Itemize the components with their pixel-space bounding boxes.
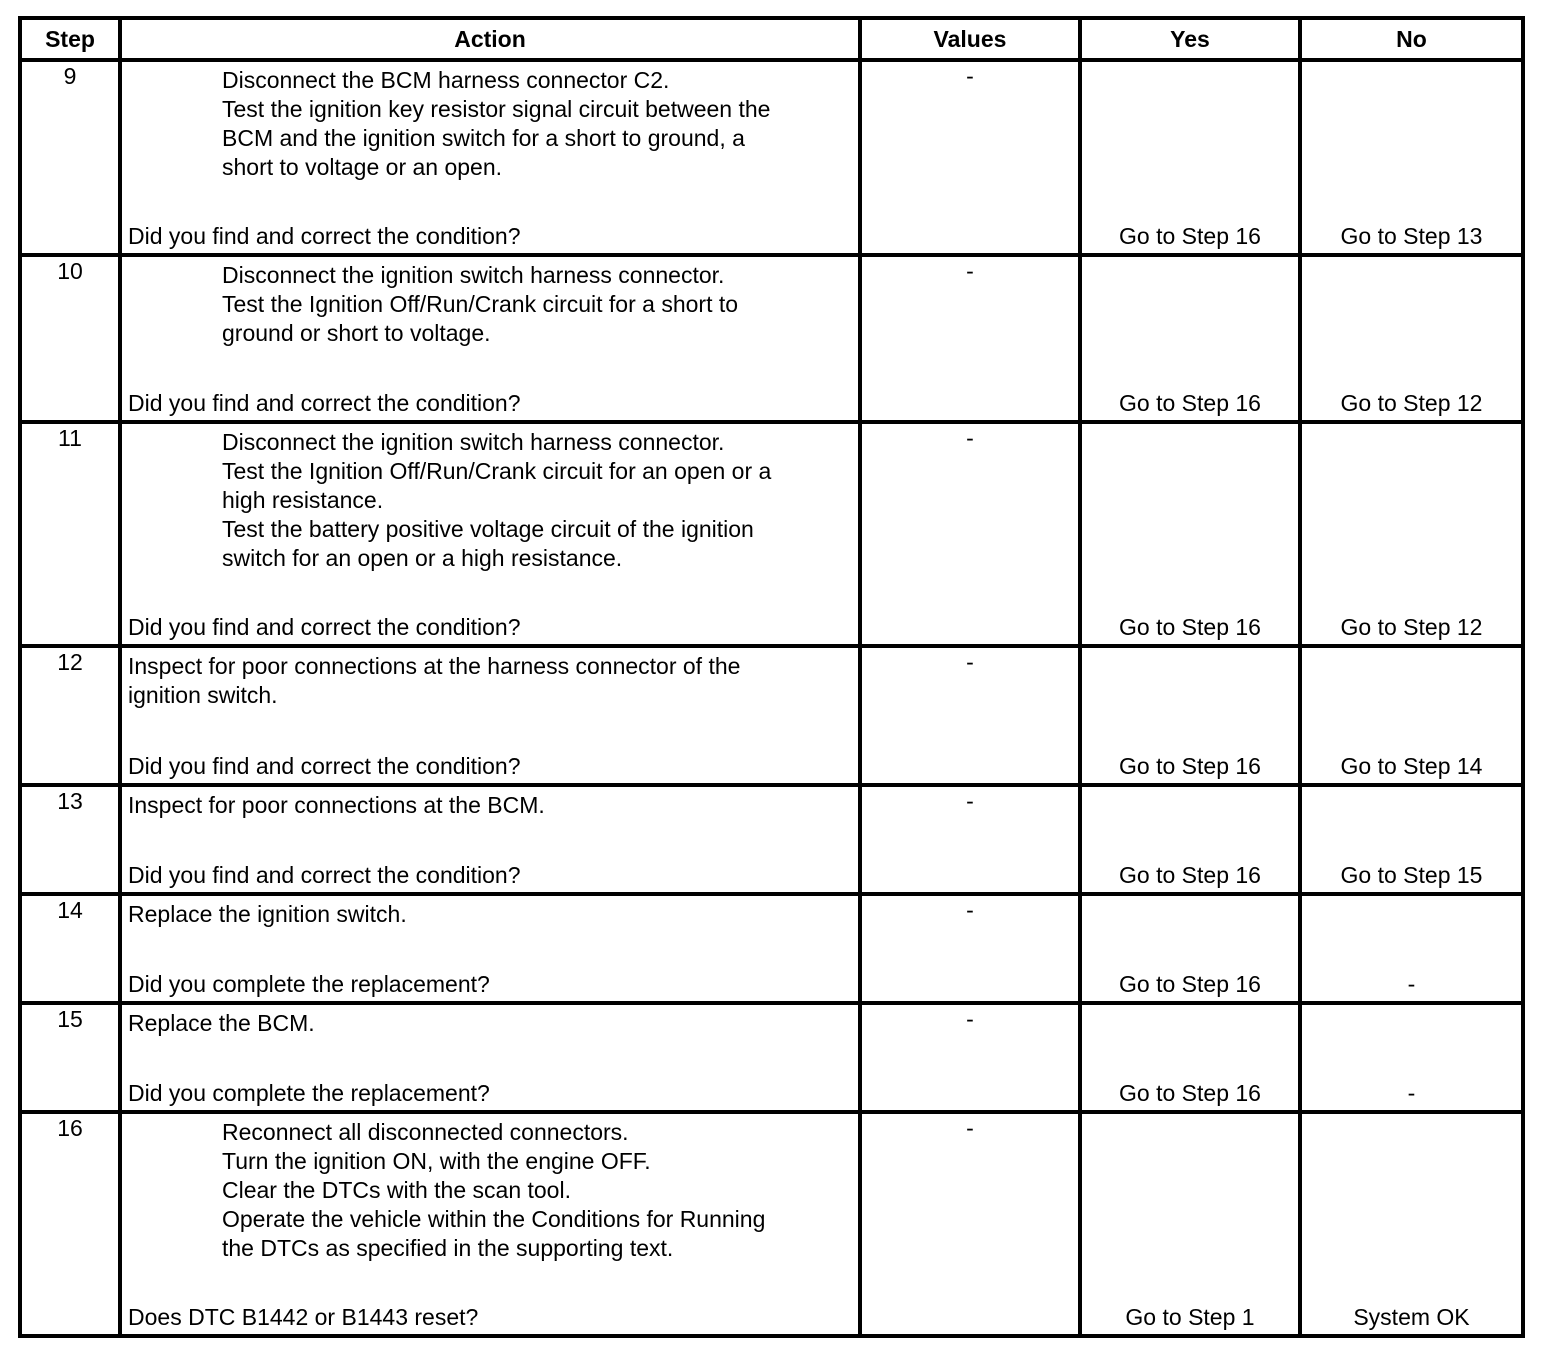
- yes-cell: [1080, 255, 1300, 422]
- no-answer: Go to Step 12: [1340, 390, 1483, 416]
- no-cell: [1300, 255, 1523, 422]
- action-line: ignition switch.: [128, 682, 278, 708]
- action-line: Test the Ignition Off/Run/Crank circuit for an open or a: [222, 458, 772, 484]
- action-question: Did you find and correct the condition?: [128, 753, 521, 779]
- step-number: 15: [20, 1003, 120, 1112]
- values-cell: -: [860, 894, 1080, 1003]
- action-instructions: [122, 424, 858, 573]
- yes-cell: [1080, 1112, 1300, 1336]
- action-instructions: [122, 257, 858, 348]
- yes-cell: [1080, 60, 1300, 255]
- table-row: [20, 646, 1523, 785]
- step-number: 12: [20, 646, 120, 785]
- action-line: Test the battery positive voltage circuit of the ignition: [222, 516, 754, 542]
- no-cell: [1300, 1112, 1523, 1336]
- action-cell: [120, 894, 860, 1003]
- action-line: high resistance.: [222, 487, 384, 513]
- action-line: Replace the BCM.: [128, 1010, 315, 1036]
- no-answer: Go to Step 13: [1340, 223, 1483, 249]
- table-row: [20, 785, 1523, 894]
- no-answer: Go to Step 12: [1340, 614, 1483, 640]
- header-no: No: [1300, 18, 1523, 60]
- action-cell: [120, 1112, 860, 1336]
- values-cell: -: [860, 1112, 1080, 1336]
- values-cell: -: [860, 785, 1080, 894]
- table-row: [20, 894, 1523, 1003]
- header-action: Action: [120, 18, 860, 60]
- yes-answer: Go to Step 16: [1119, 390, 1261, 416]
- step-number: 9: [20, 60, 120, 255]
- no-answer: System OK: [1353, 1304, 1470, 1330]
- action-line: Clear the DTCs with the scan tool.: [222, 1177, 571, 1203]
- yes-answer: Go to Step 16: [1119, 862, 1261, 888]
- diagnostic-table: [18, 16, 1525, 1338]
- yes-answer: Go to Step 16: [1119, 1080, 1261, 1106]
- action-cell: [120, 646, 860, 785]
- action-cell: [120, 785, 860, 894]
- action-cell: [120, 1003, 860, 1112]
- no-answer: -: [1407, 1080, 1416, 1106]
- action-question: Did you complete the replacement?: [128, 971, 490, 997]
- action-line: Test the ignition key resistor signal circuit between the: [222, 96, 771, 122]
- values-cell: -: [860, 422, 1080, 646]
- table-row: [20, 255, 1523, 422]
- action-line: BCM and the ignition switch for a short to ground, a: [222, 125, 745, 151]
- yes-cell: [1080, 422, 1300, 646]
- yes-cell: [1080, 894, 1300, 1003]
- yes-answer: Go to Step 16: [1119, 971, 1261, 997]
- no-cell: [1300, 646, 1523, 785]
- table-row: [20, 1003, 1523, 1112]
- header-yes: Yes: [1080, 18, 1300, 60]
- action-line: Disconnect the ignition switch harness connector.: [222, 262, 725, 288]
- yes-cell: [1080, 646, 1300, 785]
- action-question: Did you find and correct the condition?: [128, 614, 521, 640]
- step-number: 14: [20, 894, 120, 1003]
- action-instructions: [122, 896, 858, 929]
- action-question: Did you find and correct the condition?: [128, 390, 521, 416]
- action-question: Did you complete the replacement?: [128, 1080, 490, 1106]
- header-row: [20, 18, 1523, 60]
- action-question: Does DTC B1442 or B1443 reset?: [128, 1304, 479, 1330]
- action-cell: [120, 255, 860, 422]
- step-number: 11: [20, 422, 120, 646]
- values-cell: -: [860, 60, 1080, 255]
- header-values: Values: [860, 18, 1080, 60]
- action-cell: [120, 422, 860, 646]
- action-line: Disconnect the ignition switch harness connector.: [222, 429, 725, 455]
- yes-answer: Go to Step 16: [1119, 223, 1261, 249]
- no-answer: Go to Step 15: [1340, 862, 1483, 888]
- no-cell: [1300, 785, 1523, 894]
- yes-answer: Go to Step 16: [1119, 614, 1261, 640]
- action-instructions: [122, 787, 858, 820]
- values-cell: -: [860, 255, 1080, 422]
- action-line: short to voltage or an open.: [222, 154, 503, 180]
- no-answer: -: [1407, 971, 1416, 997]
- action-cell: [120, 60, 860, 255]
- action-instructions: [122, 648, 858, 710]
- action-line: Inspect for poor connections at the harness connector of the: [128, 653, 741, 679]
- action-line: the DTCs as specified in the supporting text.: [222, 1235, 674, 1261]
- no-cell: [1300, 894, 1523, 1003]
- action-line: Disconnect the BCM harness connector C2.: [222, 67, 670, 93]
- no-answer: Go to Step 14: [1340, 753, 1483, 779]
- action-line: switch for an open or a high resistance.: [222, 545, 623, 571]
- action-line: Reconnect all disconnected connectors.: [222, 1119, 629, 1145]
- header-step: Step: [20, 18, 120, 60]
- yes-cell: [1080, 785, 1300, 894]
- yes-answer: Go to Step 16: [1119, 753, 1261, 779]
- no-cell: [1300, 60, 1523, 255]
- action-instructions: [122, 1005, 858, 1038]
- action-line: ground or short to voltage.: [222, 320, 491, 346]
- step-number: 13: [20, 785, 120, 894]
- action-question: Did you find and correct the condition?: [128, 223, 521, 249]
- action-line: Operate the vehicle within the Conditions for Running: [222, 1206, 766, 1232]
- action-line: Turn the ignition ON, with the engine OFF.: [222, 1148, 651, 1174]
- yes-cell: [1080, 1003, 1300, 1112]
- table-row: [20, 60, 1523, 255]
- values-cell: -: [860, 1003, 1080, 1112]
- step-number: 16: [20, 1112, 120, 1336]
- table-row: [20, 422, 1523, 646]
- no-cell: [1300, 422, 1523, 646]
- action-question: Did you find and correct the condition?: [128, 862, 521, 888]
- action-line: Inspect for poor connections at the BCM.: [128, 792, 545, 818]
- action-line: Replace the ignition switch.: [128, 901, 407, 927]
- yes-answer: Go to Step 1: [1125, 1304, 1255, 1330]
- step-number: 10: [20, 255, 120, 422]
- action-instructions: [122, 1114, 858, 1263]
- action-line: Test the Ignition Off/Run/Crank circuit for a short to: [222, 291, 739, 317]
- values-cell: -: [860, 646, 1080, 785]
- no-cell: [1300, 1003, 1523, 1112]
- table-row: [20, 1112, 1523, 1336]
- action-instructions: [122, 62, 858, 182]
